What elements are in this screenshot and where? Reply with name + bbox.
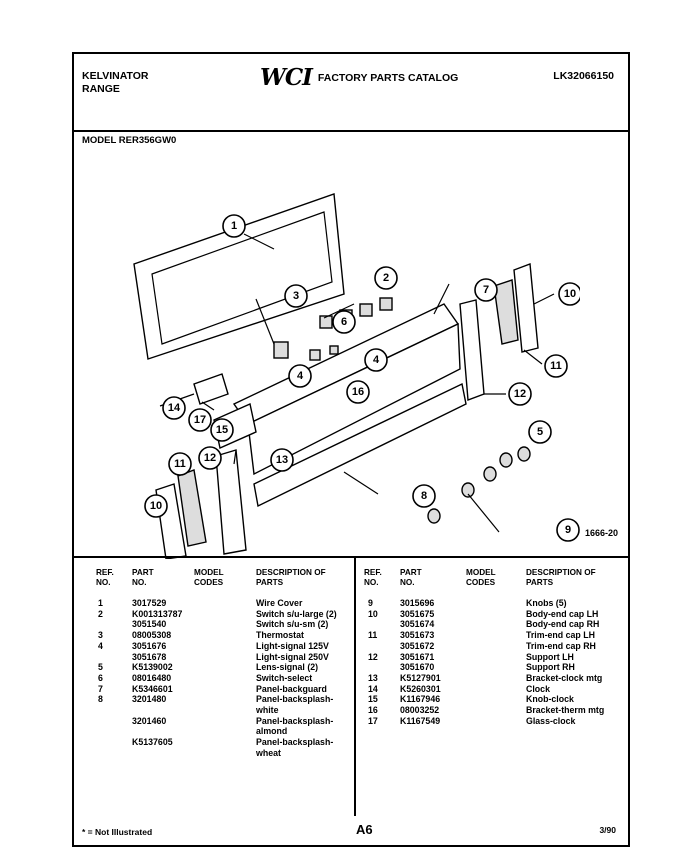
callout-9 [557,519,579,541]
model-label: MODEL RER356GW0 [74,130,628,149]
svg-text:15: 15 [215,424,229,436]
header-part-no-right: PART NO. [400,568,422,587]
parts-cell-ref: 1 [98,598,103,608]
thermostat-part [274,342,288,358]
header-ref-no: REF. NO. [96,568,114,587]
parts-cell-desc: Lens-signal (2) [256,662,319,673]
support-lh-part [216,450,246,554]
brand-block [82,70,149,96]
callout-2 [375,267,397,289]
parts-cell-part: K5137605 [132,737,173,748]
parts-cell-ref: 15 [368,694,378,705]
parts-cell-part: 3051673 [400,630,435,641]
parts-cell-ref: 6 [98,672,103,683]
parts-cell-ref: 2 [98,608,103,619]
print-date: 3/90 [599,825,616,835]
parts-cell-part: 08005308 [132,630,172,641]
clock-part [194,374,228,404]
callout-4 [289,365,311,387]
svg-text:10: 10 [149,500,163,512]
parts-cell-part: 3201460 [132,715,167,726]
support-rh-part [460,300,484,400]
parts-cell-part: 08003252 [400,705,440,715]
svg-text:6: 6 [340,316,348,328]
parts-cell-desc: Panel-backsplash- [256,694,334,705]
parts-cell-desc: Knob-clock [526,694,574,705]
parts-cell-part: K5127901 [400,672,441,683]
parts-cell-part: K1167946 [400,694,441,705]
parts-cell-part: K001313787 [132,608,183,619]
parts-cell-part: 3051675 [400,608,435,619]
parts-cell-ref: 3 [98,630,103,641]
signal-light-part [330,346,338,354]
parts-cell-desc: Switch s/u-large (2) [256,608,337,619]
parts-cell-desc: Bracket-therm mtg [526,705,605,715]
callout-3 [285,285,307,307]
parts-cell-part: 3051672 [400,640,435,651]
parts-cell-desc: Body-end cap LH [526,608,599,619]
parts-cell-part: K5260301 [400,683,441,694]
callout-1 [223,215,245,237]
table-divider [354,558,356,816]
parts-cell-ref: 16 [368,705,378,715]
parts-cell-ref: 12 [368,651,378,662]
svg-text:3: 3 [292,290,300,302]
parts-cell-ref: 4 [98,640,103,651]
parts-cell-desc: Light-signal 250V [256,651,329,662]
parts-cell-desc: Bracket-clock mtg [526,672,603,683]
knob-part [484,467,496,481]
catalog-page [72,52,630,847]
parts-cell-part: 08016480 [132,672,172,683]
callout-5 [529,421,551,443]
svg-text:1: 1 [230,220,238,232]
svg-text:13: 13 [275,454,289,466]
callout-10-left [145,495,167,517]
parts-cell-desc: Trim-end cap LH [526,630,595,641]
parts-cell-desc: Support RH [526,662,575,673]
parts-cell-part: 3051671 [400,651,435,662]
parts-cell-part: K1167549 [400,715,441,726]
parts-cell-desc: Panel-backsplash- [256,715,334,726]
knob-part [428,509,440,523]
parts-cell-desc: Wire Cover [256,598,303,608]
parts-cell-part: 3051676 [132,640,167,651]
svg-text:5: 5 [536,426,544,438]
parts-cell-desc: wheat [256,747,281,758]
switch-large-part-2 [380,298,392,310]
parts-cell-desc: Panel-backguard [256,683,327,694]
parts-cell-ref: 10 [368,608,378,619]
switch-select-part [310,350,320,360]
svg-text:12: 12 [513,388,527,400]
svg-text:4: 4 [296,370,304,382]
parts-cell-part: 3051678 [132,651,167,662]
svg-text:7: 7 [482,284,490,296]
svg-text:11: 11 [174,458,186,470]
parts-cell-ref: 14 [368,683,378,694]
callout-4b [365,349,387,371]
callout-13 [271,449,293,471]
parts-cell-part: 3015696 [400,598,435,608]
callout-16 [347,381,369,403]
parts-cell-part: 3051540 [132,619,167,630]
header-model-codes-right: MODEL CODES [466,568,496,587]
parts-cell-ref: 5 [98,662,103,673]
callout-11-left [169,453,191,475]
header-ref-no-right: REF. NO. [364,568,382,587]
callout-12-left [199,447,221,469]
product-type: RANGE [82,83,120,95]
parts-cell-part: K5139002 [132,662,173,673]
svg-text:14: 14 [167,402,181,414]
parts-cell-ref: 9 [368,598,373,608]
parts-cell-part: 3051674 [400,619,435,630]
knob-part [518,447,530,461]
catalog-heading [260,64,458,91]
parts-cell-part: 3201480 [132,694,167,705]
parts-cell-ref: 17 [368,715,378,726]
parts-cell-part: 3051670 [400,662,435,673]
svg-text:9: 9 [564,524,572,536]
parts-cell-desc: Light-signal 125V [256,640,329,651]
parts-cell-desc: Switch s/u-sm (2) [256,619,329,630]
callout-6 [333,311,355,333]
svg-text:12: 12 [203,452,217,464]
parts-cell-desc: Panel-backsplash- [256,737,334,748]
svg-text:16: 16 [351,386,365,398]
brand-name: KELVINATOR [82,70,149,82]
catalog-title: FACTORY PARTS CATALOG [317,71,459,84]
catalog-number: LK32066150 [553,70,614,82]
svg-text:10: 10 [563,288,577,300]
parts-cell-ref: 13 [368,672,378,683]
drawing-code: 1666-20 [584,528,618,538]
svg-text:8: 8 [420,490,428,502]
header-part-no: PART NO. [132,568,154,587]
callout-7 [475,279,497,301]
wci-logo: WCI [260,64,312,91]
page-number: A6 [356,822,373,837]
parts-cell-ref: 8 [98,694,103,705]
svg-text:2: 2 [382,272,390,284]
callout-15 [211,419,233,441]
callout-14 [163,397,185,419]
parts-cell-part: 3017529 [132,598,167,608]
svg-text:11: 11 [550,360,562,372]
parts-cell-desc: almond [256,726,288,737]
callout-10-right [559,283,580,305]
parts-cell-desc: Body-end cap RH [526,619,600,630]
callout-8 [413,485,435,507]
parts-cell-desc: Glass-clock [526,715,576,726]
parts-cell-ref: 7 [98,683,103,694]
parts-drawing [124,154,580,559]
svg-text:4: 4 [372,354,380,366]
switch-large-part [360,304,372,316]
parts-cell-part: K5346601 [132,683,173,694]
parts-cell-desc: Thermostat [256,630,304,641]
parts-cell-desc: Switch-select [256,672,313,683]
callout-11-right [545,355,567,377]
parts-cell-desc: Support LH [526,651,574,662]
parts-cell-desc: Trim-end cap RH [526,640,596,651]
parts-table [74,556,628,816]
header-description-right: DESCRIPTION OF PARTS [526,568,596,587]
svg-text:17: 17 [193,414,207,426]
header-description: DESCRIPTION OF PARTS [256,568,326,587]
exploded-parts-diagram [124,154,580,559]
parts-cell-desc: white [256,705,279,715]
parts-cell-desc: Clock [526,683,550,694]
callout-12-right [509,383,531,405]
callout-17 [189,409,211,431]
switch-small-part [320,316,332,328]
knob-part [500,453,512,467]
header-model-codes: MODEL CODES [194,568,224,587]
parts-cell-desc: Knobs (5) [526,598,567,608]
parts-cell-ref: 11 [368,630,378,641]
footnote: * = Not Illustrated [82,827,153,837]
